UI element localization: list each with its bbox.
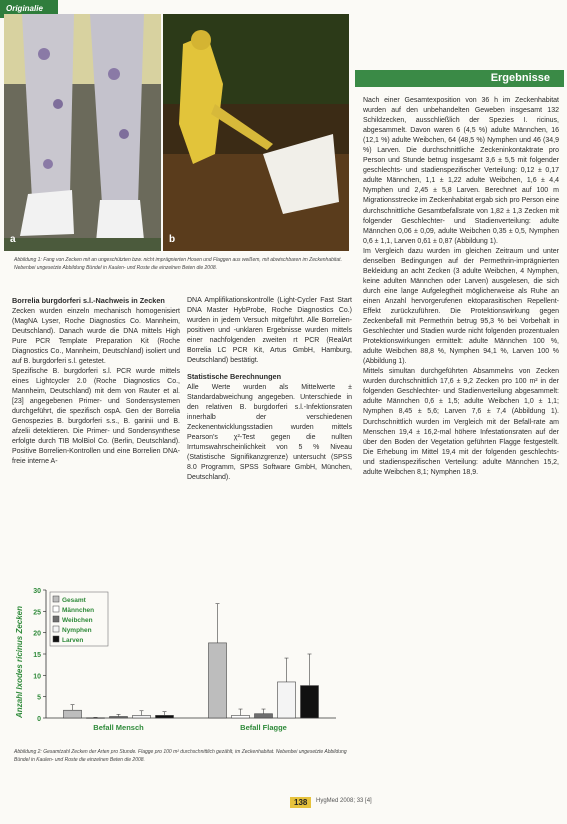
legend-swatch-larven	[53, 636, 59, 642]
legend-swatch-männchen	[53, 606, 59, 612]
statistics-heading: Statistische Berechnungen	[187, 372, 282, 382]
y-axis-label: Anzahl Ixodes ricinus Zecken	[15, 605, 24, 719]
y-tick-label: 25	[33, 609, 41, 617]
bar-männchen	[232, 715, 250, 718]
photo-pants-feet	[4, 14, 161, 251]
bar-männchen	[87, 718, 105, 719]
figure2-caption: Abbildung 2: Gesamtzahl Zecken der Arten pro Stunde. Flagge pro 100 m² durchschnittlich gezählt, im Zeckenhabitat. Nebenbei ungesetzte Abbildung Bündel in Kaulen- und Roste die einzelnen Beten die 2008.	[14, 749, 347, 763]
right-paragraph-2: Im Vergleich dazu wurden im gleichen Zeitraum und unter denselben Bedingungen auf der Permethrin-imprägnierten Bekleidung an acht Zecken (3 adulte Weibchen, 4 Nymphen, keine adulten Männchen oder Larven) ausgelesen, die sich durch eine lange Aufgelegtheit möglicherweise als Ruhe an einen Anzahl hervorgerufenen ektoparasitischen Repellent-Effekt zurückzuführen. Die Protektionswirkung gegen Zeckenbefall mit Permethrin betrug 95,3 % bei Vorbehalt in Geschlechter und Stadien wurde nicht folgenden prozentualen Protektionswirkungen ermittelt: adulte Männchen 100 %, adulte Weibchen 88,8 %, Nymphen 94,1 %, Larven 100 % (Abbildung 1).	[363, 247, 559, 366]
photo-b-label: b	[169, 234, 176, 245]
middle-paragraph-2: Alle Werte wurden als Mittelwerte ± Standardabweichung angegeben. Unterschiede in den relativen B. burgdorferi s.l.-Infektionsraten innerhalb der verschiedenen Zeckenentwicklungsstadien wurden mittels Pearson's χ²-Test gegen die nullten Irrtumswahrscheinlichkeit von 5 % Niveau (Statistische Signifikanzgrenze) untersucht (SPSS 8.0 Programm, SPSS Software GmbH, München, Deutschland).	[187, 383, 352, 482]
legend-label-weibchen: Weibchen	[62, 617, 93, 624]
photo-person-flag	[163, 14, 349, 251]
figure1-caption: Abbildung 1: Fang von Zecken mit an ungeschützten bzw. nicht imprägnierten Hosen und Flaggen aus weißem, mit abwischbaren im Zeckenhabitat. Nebenbei ungesetzte Abbildung Bündel in Kaulen- und Roste die einzelnen Beten die 2008.	[14, 257, 342, 271]
legend-label-gesamt: Gesamt	[62, 597, 86, 604]
chart-canvas	[10, 582, 348, 742]
x-category-label: Befall Mensch	[93, 723, 144, 732]
bar-weibchen	[255, 714, 273, 718]
bar-nymphen	[133, 715, 151, 718]
legend-label-männchen: Männchen	[62, 607, 95, 614]
borrelia-heading: Borrelia burgdorferi s.l.-Nachweis in Zecken	[12, 296, 165, 305]
bar-larven	[301, 686, 319, 718]
y-tick-label: 5	[37, 694, 41, 702]
y-tick-label: 0	[37, 716, 41, 723]
section-tag: Originalie	[0, 0, 58, 18]
bar-gesamt	[64, 710, 82, 718]
results-heading-bar	[355, 70, 564, 87]
left-column	[12, 296, 180, 467]
tick-infestation-chart	[10, 582, 348, 742]
legend-label-larven: Larven	[62, 637, 84, 644]
bar-larven	[156, 715, 174, 718]
y-tick-label: 20	[33, 630, 41, 638]
results-heading: Ergebnisse	[490, 72, 550, 84]
page-number: 138	[290, 797, 311, 808]
legend-label-nymphen: Nymphen	[62, 627, 92, 634]
middle-column	[187, 296, 352, 483]
bar-weibchen	[110, 717, 128, 718]
y-tick-label: 15	[33, 652, 41, 659]
legend-swatch-nymphen	[53, 626, 59, 632]
x-category-label: Befall Flagge	[240, 723, 287, 732]
legend-swatch-weibchen	[53, 616, 59, 622]
bar-nymphen	[278, 682, 296, 718]
left-paragraph-1: Zecken wurden einzeln mechanisch homogenisiert (MagNA Lyser, Roche Diagnostics Co. Mannheim, Deutschland). Danach wurde die DNA mittels High Pure PCR Template Preparation Kit (Roche Diagnostics Co., Mannheim, Deutschland) isoliert und auf B. burgdorferi s.l. getestet.	[12, 307, 180, 365]
y-tick-label: 10	[33, 673, 41, 681]
left-paragraph-2: Spezifische B. burgdorferi s.l. PCR wurde mittels eines Lightcycler 2.0 (Roche Diagnostics Co., Mannheim, Deutschland) mit dem von Rauter et al. [23] angegebenen Primer- und Sondensystemen durchgeführt, die spezifisch ospA. Gen der Borrelia Genospezies B. burgdorferi s.s., B. garinii und B. afzelii detektieren. Die Primer- und Sondensynthese erfolgte durch TIB MolBiol Co. (Berlin, Deutschland). Positive Borrelien-Kontrollen und eine Borrelien DNA-freie interne A-	[12, 367, 180, 466]
bar-gesamt	[209, 643, 227, 718]
right-column	[363, 96, 559, 478]
legend-swatch-gesamt	[53, 596, 59, 602]
middle-paragraph-1: DNA Amplifikationskontrolle (Light-Cycler Fast Start DNA Master HybProbe, Roche Diagnostics Co.) wurden in jedem Versuch mitgeführt. Alle Borrelien-positiven und -unklaren Ergebnisse wurden mittels einer nachfolgenden zweiten rt PCR (RealArt Borrelia LC PCR Kit, Artus GmbH, Hamburg, Deutschland) bestätigt.	[187, 297, 352, 365]
journal-reference: HygMed 2008; 33 [4]	[316, 798, 372, 804]
right-paragraph-3: Mittels simultan durchgeführten Absammelns von Zecken wurden durchschnittlich 17,6 ± 9,2 Zecken pro 100 m² in der folgenden Geschlechter- und Stadienverteilung abgesammelt: adulte Männchen 0,6 ± 1,5; adulte Weibchen 1,0 ± 1,1; Nymphen 8,45 ± 5,6; Larven 7,6 ± 7,4 (Abbildung 1). Durchschnittlich wurden im Vergleich mit der Befall-rate am Menschen 19,4 ± 16,2-mal höhere Infestationsraten auf der über den Boden der Vegetation geführten Flagge festgestellt. Die Erhebung im Mittel 19,4 mit der folgenden geschlechts- und stadienspezifischen Verteilung: adulte Männchen 15,2, adulte Weibchen 8,1; Nymphen 18,9.	[363, 368, 559, 476]
y-tick-label: 30	[33, 588, 41, 595]
right-paragraph-1: Nach einer Gesamtexposition von 36 h im Zeckenhabitat wurden auf den unbehandelten Geweben insgesamt 132 Schildzecken, ausschließlich der Spezies I. ricinus, abgesammelt. Davon waren 6 (4,5 %) adulte Männchen, 16 (12,1 %) adulte Weibchen, 64 (48,5 %) Nymphen und 46 (34,9 %) Larven. Die durchschnittliche Zeckeninkontaktrate pro Person und Stunde betrug insgesamt 3,6 ± 5,5 mit folgender geschlechts- und stadienspezifischer Verteilung: 0,12 ± 0,17 adulte Männchen, 1,1 ± 1,22 adulte Weibchen, 1,6 ± 4,4 Nymphen und 2,45 ± 5,8 Larven. Berechnet auf 100 m Migrationsstrecke im Zeckenhabitat ergab sich pro Person eine durchschnittliche Gesamtbefallsrate von 1,82 ± 1,3 Zecken mit folgender Geschlechter- und Stadienverteilung: adulte Männchen 0,06 ± 0,09, adulte Weibchen 0,35 ± 0,5, Nymphen 0,6 ± 1,1, Larven 0,61 ± 0,87 (Abbildung 1).	[363, 97, 559, 245]
photo-a-label: a	[10, 234, 16, 245]
